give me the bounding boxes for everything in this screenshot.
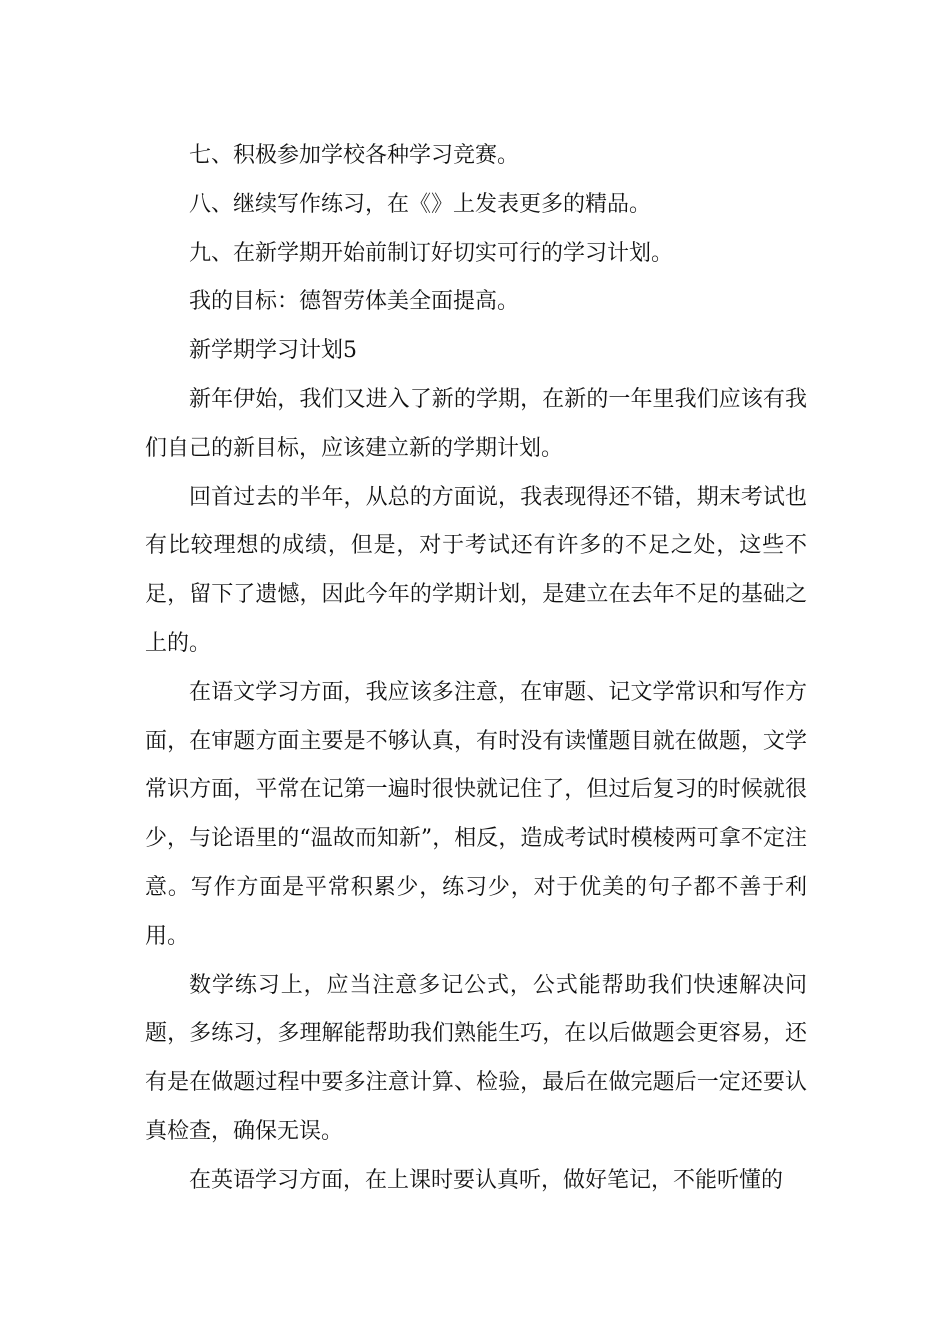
paragraph-item-9: 九、在新学期开始前制订好切实可行的学习计划。 [189,240,674,266]
section-heading: 新学期学习计划5 [189,338,357,364]
document-body [145,132,807,1206]
paragraph-item-7: 七、积极参加学校各种学习竞赛。 [189,143,520,168]
paragraph-english: 在英语学习方面，在上课时要认真听，做好笔记，不能听懂的 [189,1167,784,1193]
paragraph-chinese: 在语文学习方面，我应该多注意，在审题、记文学常识和写作方面，在审题方面主要是不够认真，有时没有读懂题目就在做题，文学常识方面，平常在记第一遍时很快就记住了，但过后复习的时候就很少，与论语里的“温故而知新”，相反，造成考试时模棱两可拿不定注意。写作方面是平常积累少，练习少，对于优美的句子都不善于利用。 [145,679,807,949]
paragraph-math: 数学练习上，应当注意多记公式，公式能帮助我们快速解决问题，多练习，多理解能帮助我们熟能生巧，在以后做题会更容易，还有是在做题过程中要多注意计算、检验，最后在做完题后一定还要认真检查，确保无误。 [145,972,807,1144]
paragraph-review: 回首过去的半年，从总的方面说，我表现得还不错，期末考试也有比较理想的成绩，但是，对于考试还有许多的不足之处，这些不足，留下了遗憾，因此今年的学期计划，是建立在去年不足的基础之上的。 [145,484,807,656]
paragraph-intro: 新年伊始，我们又进入了新的学期，在新的一年里我们应该有我们自己的新目标，应该建立新的学期计划。 [145,386,807,461]
goal-statement: 我的目标：德智劳体美全面提高。 [189,289,520,315]
paragraph-item-8: 八、继续写作练习，在《》上发表更多的精品。 [189,191,652,217]
